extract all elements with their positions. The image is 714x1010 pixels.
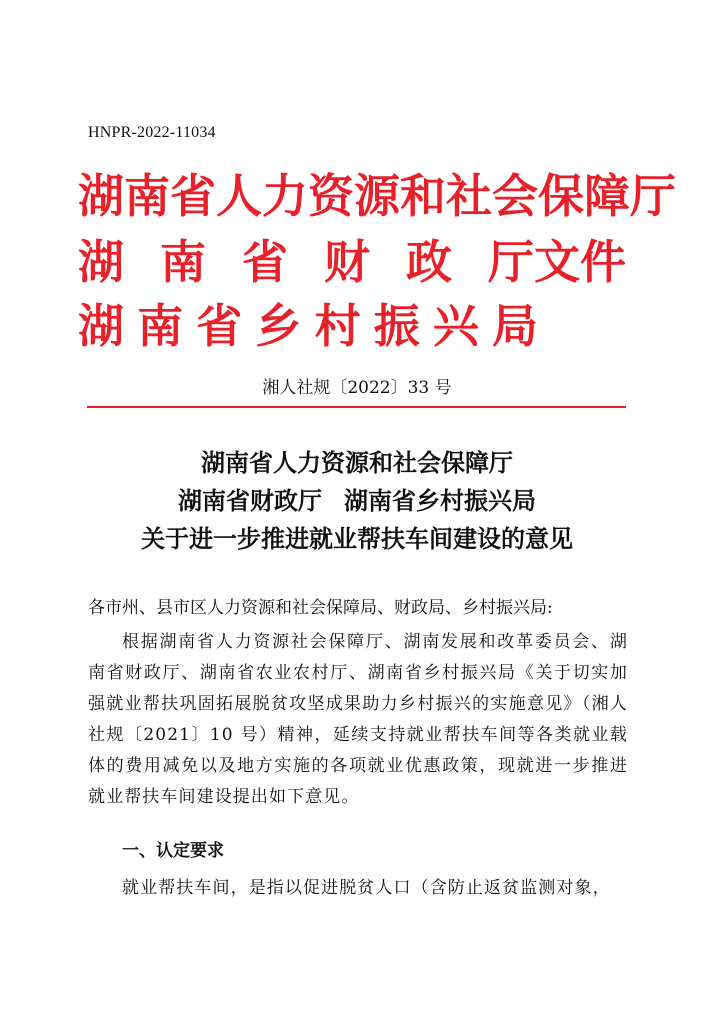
- issuer-line-hr: 湖南省人力资源和社会保障厅: [78, 169, 676, 223]
- document-code: HNPR-2022-11034: [88, 124, 216, 141]
- issuer-char: 振: [373, 299, 420, 353]
- issuer-char: 湖: [78, 235, 124, 289]
- title-line-3: 关于进一步推进就业帮扶车间建设的意见: [141, 524, 573, 553]
- issuer-char: 政: [406, 235, 452, 289]
- issuer-char: 南: [137, 299, 184, 353]
- title-issuer-finance: 湖南省财政厅: [178, 486, 322, 515]
- title-issuer-rural: 湖南省乡村振兴局: [344, 486, 536, 515]
- title-line-1: 湖南省人力资源和社会保障厅: [201, 448, 513, 477]
- issuer-char: 省: [242, 235, 288, 289]
- issuer-char: 村: [314, 299, 361, 353]
- issuer-char: 局: [491, 299, 538, 353]
- issuer-char: 湖: [78, 299, 124, 353]
- section-heading-1: 一、认定要求: [122, 841, 224, 861]
- issuer-char: 乡: [255, 299, 302, 353]
- issuer-line-finance: [78, 236, 626, 288]
- body-paragraph-1: 根据湖南省人力资源社会保障厅、湖南发展和改革委员会、湖南省财政厅、湖南省农业农村厅、湖南省乡村振兴局《关于切实加强就业帮扶巩固拓展脱贫攻坚成果助力乡村振兴的实施意见》（湘人社规〔2021〕10 号）精神，延续支持就业帮扶车间等各类就业载体的费用减免以及地方实施的各项就业优惠政策，现就进一步推进就业帮扶车间建设提出如下意见。: [88, 632, 628, 807]
- addressee-line: 各市州、县市区人力资源和社会保障局、财政局、乡村振兴局:: [88, 598, 553, 618]
- issuer-line-rural: [78, 300, 538, 352]
- issuer-char: 南: [160, 235, 206, 289]
- title-line-2: [0, 482, 714, 520]
- issuer-char: 兴: [432, 299, 479, 353]
- issuer-char: 厅文件: [488, 235, 626, 289]
- body-paragraph-2: 就业帮扶车间，是指以促进脱贫人口（含防止返贫监测对象，: [122, 878, 611, 898]
- issuer-char: 省: [196, 299, 243, 353]
- red-divider: [87, 406, 626, 408]
- issuer-char: 财: [324, 235, 370, 289]
- document-number: 湘人社规〔2022〕33 号: [262, 378, 452, 398]
- document-title: [0, 444, 714, 558]
